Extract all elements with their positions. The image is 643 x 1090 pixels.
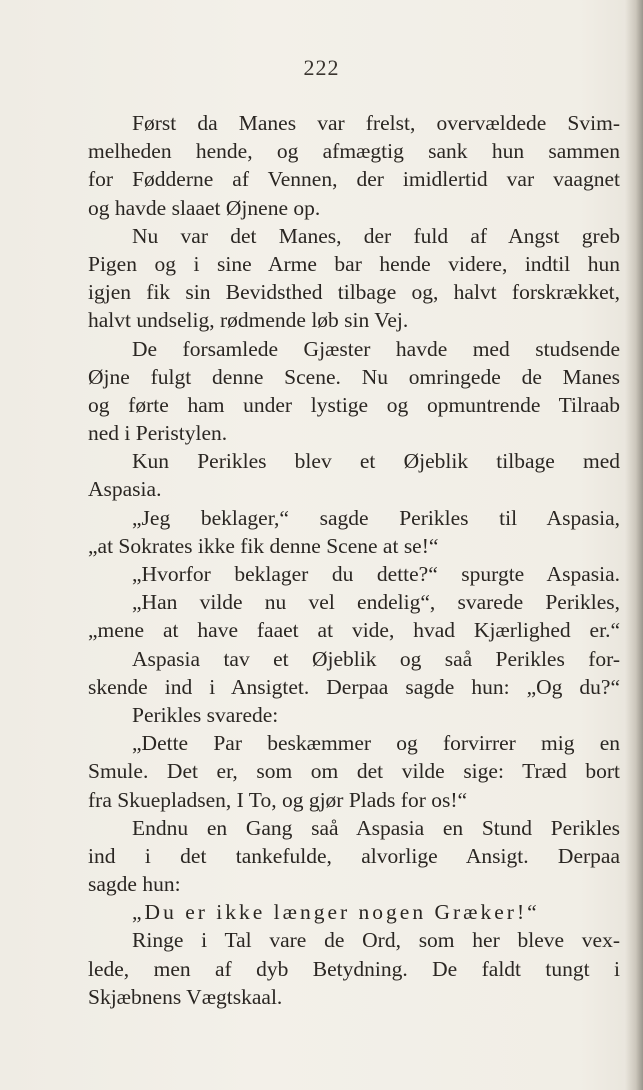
text-line: Endnu en Gang saå Aspasia en Stund Perikles — [132, 815, 620, 840]
text-line: fra Skuepladsen, I To, og gjør Plads for os!“ — [88, 787, 468, 812]
text-line: Ringe i Tal vare de Ord, som her bleve vex- — [132, 928, 620, 953]
text-line: „Hvorfor beklager du dette?“ spurgte Aspasia. — [132, 562, 620, 586]
text-line: „mene at have faaet at vide, hvad Kjærlighed er.“ — [88, 618, 620, 643]
text-line: lede, men af dyb Betydning. De faldt tungt i — [88, 956, 620, 981]
text-line: halvt undselig, rødmende løb sin Vej. — [88, 308, 409, 333]
text-line: „Han vilde nu vel endelig“, svarede Perikles, — [132, 590, 620, 615]
text-line: Aspasia. — [88, 477, 162, 502]
text-line: igjen fik sin Bevidsthed tilbage og, halvt forskrækket, — [88, 280, 620, 305]
text-line: „Jeg beklager,“ sagde Perikles til Aspasia, — [132, 505, 620, 530]
text-line: Perikles svarede: — [132, 702, 279, 727]
text-line: for Fødderne af Vennen, der imidlertid var vaagnet — [88, 167, 620, 192]
text-line: Øjne fulgt denne Scene. Nu omringede de Manes — [88, 364, 620, 389]
text-line: ned i Peristylen. — [88, 421, 228, 446]
text-line: og førte ham under lystige og opmuntrende Tilraab — [88, 392, 620, 417]
text-line: Pigen og i sine Arme bar hende videre, indtil hun — [88, 251, 620, 276]
text-line: Først da Manes var frelst, overvældede Svim- — [132, 111, 620, 135]
text-line: Nu var det Manes, der fuld af Angst greb — [132, 223, 620, 248]
text-line: skende ind i Ansigtet. Derpaa sagde hun: „Og du?“ — [88, 674, 620, 699]
text-line: melheden hende, og afmægtig sank hun sammen — [88, 139, 620, 164]
text-line: sagde hun: — [88, 872, 181, 897]
text-line: „at Sokrates ikke fik denne Scene at se!“ — [88, 533, 439, 558]
text-line: Aspasia tav et Øjeblik og saå Perikles for- — [132, 646, 620, 671]
page-number: 222 — [303, 55, 340, 80]
body-text — [88, 109, 620, 1011]
spine-shadow — [625, 0, 643, 1090]
text-line: De forsamlede Gjæster havde med studsende — [132, 336, 620, 361]
text-line: ind i det tankefulde, alvorlige Ansigt. Derpaa — [88, 843, 620, 868]
text-line: „Dette Par beskæmmer og forvirrer mig en — [132, 731, 620, 756]
text-line: Smule. Det er, som om det vilde sige: Træd bort — [88, 759, 620, 784]
text-line: Skjæbnens Vægtskaal. — [88, 984, 283, 1009]
text-line: Kun Perikles blev et Øjeblik tilbage med — [132, 449, 620, 474]
text-line: „Du er ikke længer nogen Græker!“ — [132, 900, 540, 925]
text-line: og havde slaaet Øjnene op. — [88, 195, 321, 220]
